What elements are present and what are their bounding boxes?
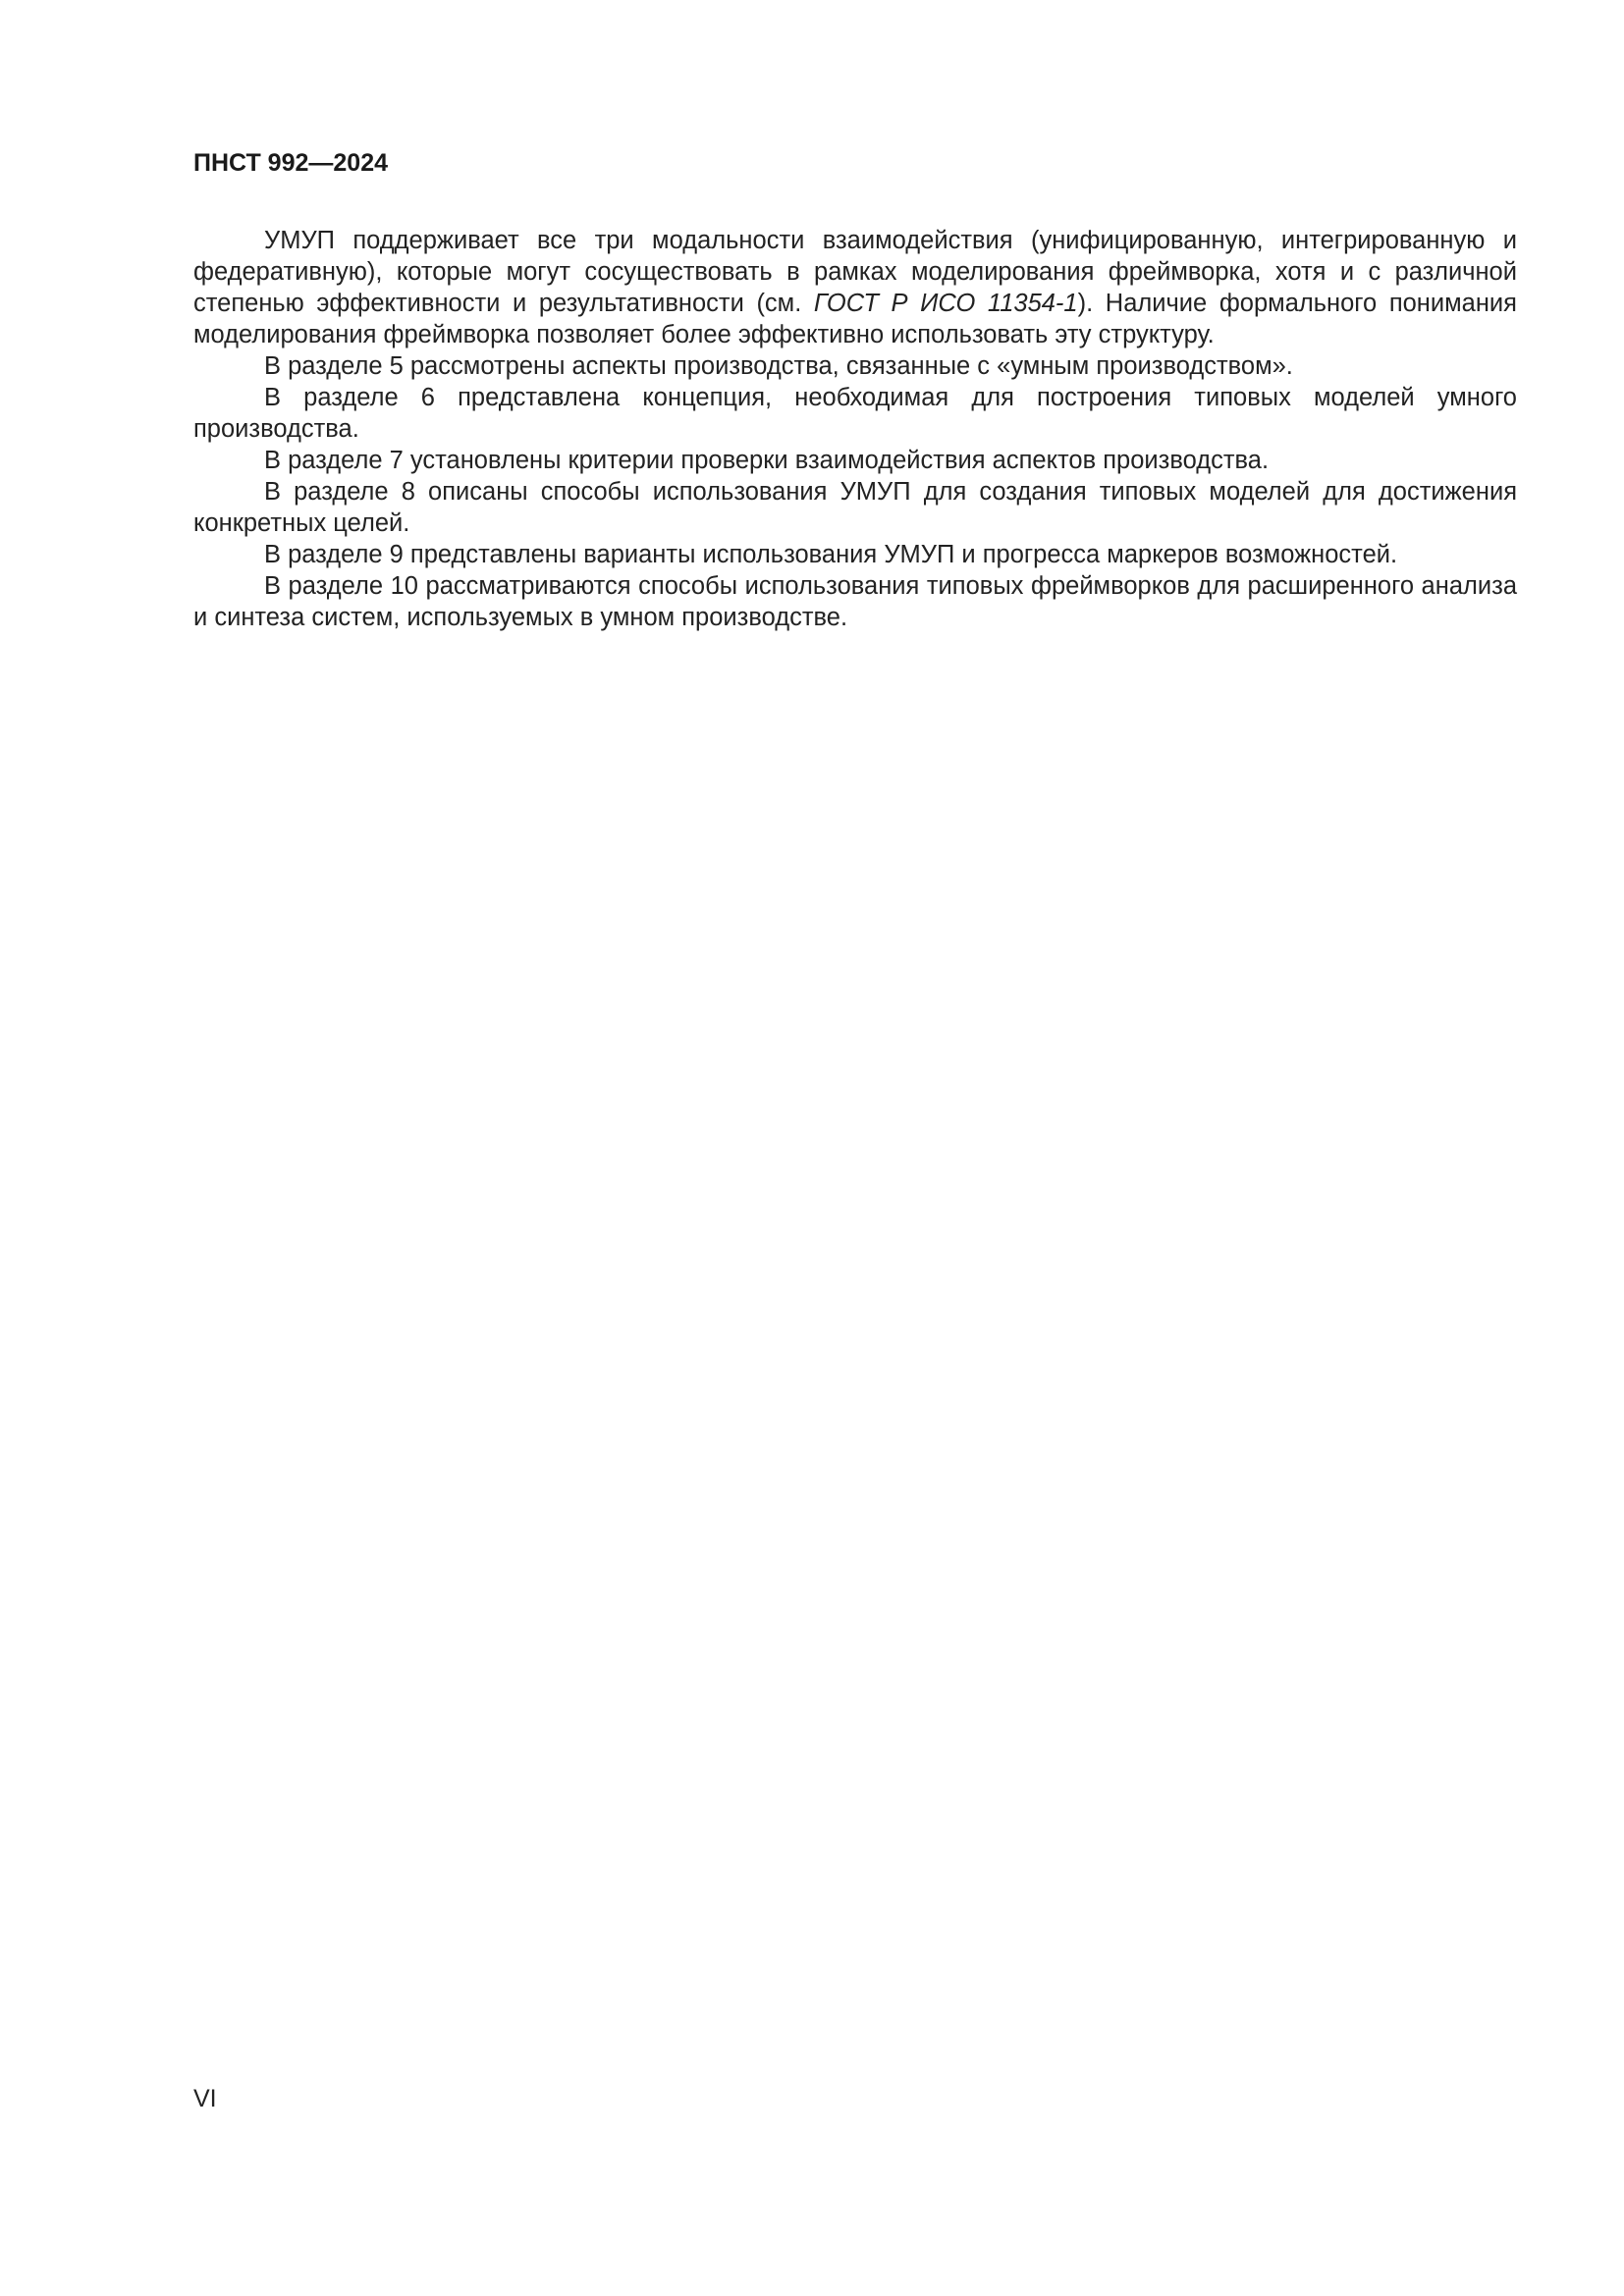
- paragraph-section-5: В разделе 5 рассмотрены аспекты производства, связанные с «умным производством».: [264, 352, 1293, 380]
- page-number: VI: [193, 2085, 217, 2112]
- document-header-code: ПНСТ 992—2024: [193, 149, 388, 177]
- paragraph-section-8: В разделе 8 описаны способы использования УМУП для создания типовых моделей для достижения конкретных целей.: [193, 478, 1517, 537]
- document-body: [193, 225, 1517, 633]
- standard-reference: ГОСТ Р ИСО 11354-1: [813, 290, 1078, 317]
- paragraph-intro-text: УМУП поддерживает все три модальности взаимодействия (унифицированную, интегрированную и федеративную), которые могут сосуществовать в рамках моделирования фреймворка, хотя и с различной степенью эффективности и результативности (см.: [193, 227, 1517, 317]
- paragraph-section-6: В разделе 6 представлена концепция, необходимая для построения типовых моделей умного производства.: [193, 384, 1517, 443]
- paragraph-intro-text-end: ). Наличие формального понимания моделирования фреймворка позволяет более эффективно использовать эту структуру.: [193, 290, 1517, 348]
- paragraph-intro: [193, 225, 1517, 350]
- paragraph-section-7: В разделе 7 установлены критерии проверки взаимодействия аспектов производства.: [264, 447, 1270, 474]
- paragraph-section-10: В разделе 10 рассматриваются способы использования типовых фреймворков для расширенного анализа и синтеза систем, используемых в умном производстве.: [193, 572, 1517, 631]
- paragraph-section-9: В разделе 9 представлены варианты использования УМУП и прогресса маркеров возможностей.: [264, 541, 1398, 568]
